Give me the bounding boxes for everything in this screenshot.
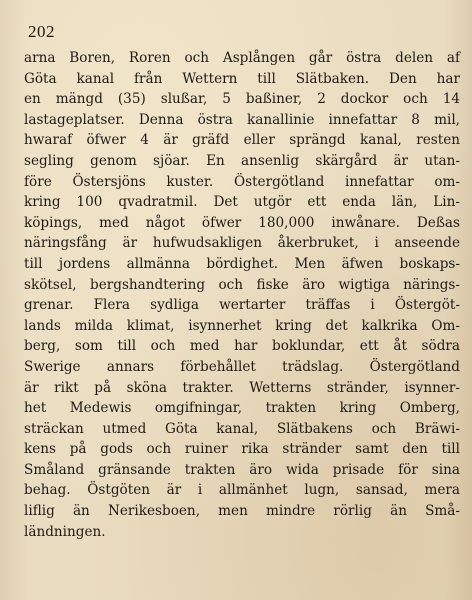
text-line: lands milda klimat, isynnerhet kring det kalkrika Om-	[24, 317, 460, 334]
text-line: Småland gränsande trakten äro wida prisade för sina	[24, 461, 460, 478]
text-line: het Medewis omgifningar, trakten kring Omberg,	[24, 400, 460, 417]
text-line: näringsfång är hufwudsakligen åkerbruket, i anseende	[24, 235, 460, 252]
text-line: kens på gods och ruiner rika stränder samt den till	[24, 441, 460, 458]
body-text	[24, 48, 460, 542]
text-line: skötsel, bergshandtering och fiske äro wigtiga närings-	[24, 276, 460, 293]
text-line: Göta kanal från Wettern till Slätbaken. Den har	[24, 70, 460, 87]
text-line: segling genom sjöar. En ansenlig skärgård är utan-	[24, 152, 460, 169]
page-number: 202	[28, 22, 55, 41]
text-line: ländningen.	[24, 523, 106, 540]
text-line: köpings, med något öfwer 180,000 inwånare. Deßas	[24, 214, 460, 231]
text-line: en mängd (35) slußar, 5 baßiner, 2 dockor och 14	[24, 91, 460, 108]
text-line: Swerige annars förbehållet trädslag. Östergötland	[24, 358, 460, 375]
text-line: grenar. Flera sydliga wertarter träffas i Östergöt-	[24, 297, 460, 314]
text-line: hwaraf öfwer 4 är gräfd eller sprängd kanal, resten	[24, 132, 460, 149]
text-line: berg, som till och med har boklundar, ett åt södra	[24, 338, 460, 355]
text-line: till jordens allmänna bördighet. Men äfwen boskaps-	[24, 255, 460, 272]
text-line: arna Boren, Roren och Asplången går östra delen af	[24, 50, 460, 66]
text-line: lastageplatser. Denna östra kanallinie innefattar 8 mil,	[24, 111, 460, 128]
text-line: kring 100 qvadratmil. Det utgör ett enda län, Lin-	[24, 194, 460, 211]
text-line: behag. Östgöten är i allmänhet lugn, sansad, mera	[24, 482, 460, 499]
text-line: är rikt på sköna trakter. Wetterns stränder, isynner-	[24, 379, 460, 396]
text-line: liflig än Nerikesboen, men mindre rörlig än Små-	[24, 503, 460, 520]
text-line: före Östersjöns kuster. Östergötland innefattar om-	[24, 173, 460, 190]
text-line: sträckan utmed Göta kanal, Slätbakens och Bräwi-	[24, 420, 460, 437]
